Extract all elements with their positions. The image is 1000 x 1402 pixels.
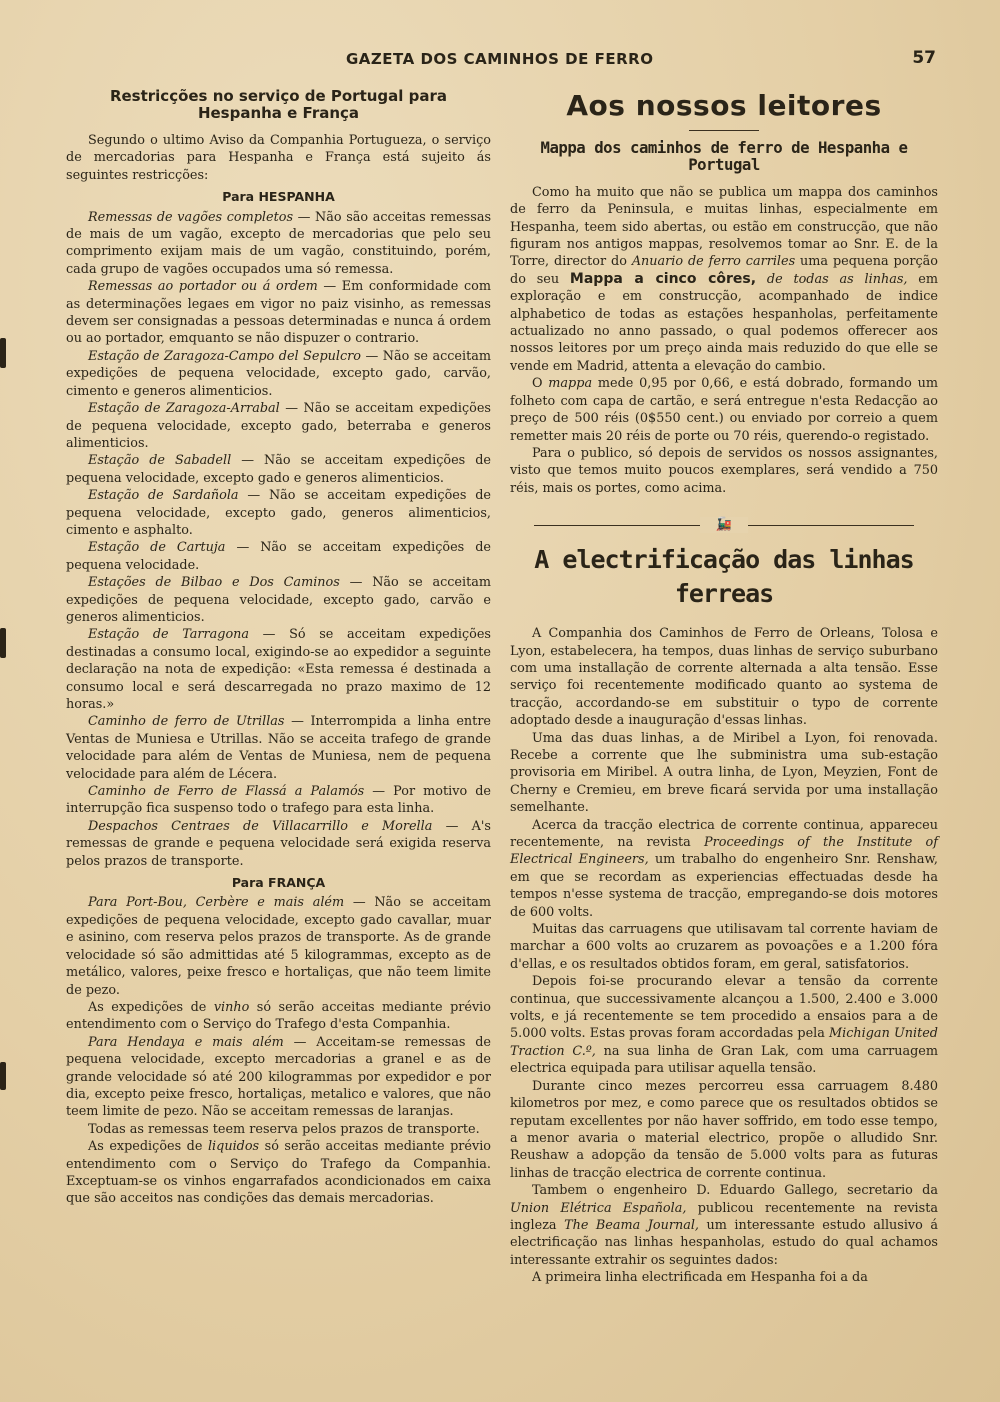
text-run-italic: vinho (213, 999, 250, 1015)
restriction-lead: Estação de Sabadell (88, 453, 232, 469)
train-icon: 🚂 (700, 517, 748, 533)
text-run-italic: Michigan United Traction C.º, (510, 1026, 938, 1059)
margin-mark (0, 628, 6, 658)
section-title-readers: Aos nossos leitores (566, 89, 882, 122)
text-run: As expedições de (88, 999, 214, 1015)
restriction-lead: Para Port-Bou, Cerbère e mais além (88, 895, 345, 911)
restriction-paragraph (66, 999, 491, 1034)
restriction-paragraph (66, 1138, 491, 1208)
restriction-paragraph (66, 487, 491, 539)
restriction-paragraph (66, 1034, 491, 1121)
text-run-italic: The Beama Journal, (564, 1217, 699, 1233)
text-run: Tambem o engenheiro D. Eduardo Gallego, secretario da (532, 1183, 938, 1199)
section-divider (510, 515, 938, 535)
restriction-lead: Remessas de vagões completos (88, 209, 294, 225)
text-run-italic: liquidos (207, 1139, 260, 1155)
restriction-text: — Não se acceitam expedições de pequena velocidade, excepto gado, carvão, cimento e generos alimenticios. (66, 348, 491, 399)
restriction-lead: Caminho de Ferro de Flassá a Palamós (88, 784, 365, 800)
restriction-paragraph (66, 574, 491, 626)
restriction-lead: Estação de Zaragoza-Campo del Sepulcro (88, 348, 361, 364)
body-paragraph (510, 375, 938, 445)
article-title-electrification: A electrificação das linhas ferreas (534, 545, 914, 609)
title-rule (689, 130, 759, 131)
right-column (510, 88, 938, 1287)
intro-paragraph: Segundo o ultimo Aviso da Companhia Portugueza, o serviço de mercadorias para Hespanha e França está sujeito ás seguintes restricções: (66, 133, 491, 183)
restriction-paragraph (66, 894, 491, 998)
restriction-lead: Estação de Tarragona (88, 627, 250, 643)
section-heading-france: Para FRANÇA (231, 875, 326, 891)
text-run: publicou recentemente na revista ingleza (510, 1200, 938, 1233)
restriction-paragraph (66, 278, 491, 348)
text-run: O (532, 376, 549, 392)
body-paragraph (510, 973, 938, 1077)
restriction-text: — Não se acceitam expedições de pequena velocidade. (66, 540, 491, 573)
restriction-paragraph (66, 783, 491, 818)
body-paragraph: A primeira linha electrificada em Hespanha foi a da (532, 1270, 868, 1286)
restriction-lead: Despachos Centraes de Villacarrillo e Morella (88, 818, 433, 834)
body-paragraph: Uma das duas linhas, a de Miribel a Lyon, foi renovada. Recebe a corrente que lhe subministra uma sub-estação provisoria em Miribel. A outra linha, de Lyon, Meyzien, Font de Cherny e Cremieu, em breve ficará servida por uma installação semelhante. (510, 730, 938, 816)
restriction-text: — Acceitam-se remessas de pequena velocidade, excepto mercadorias a granel e as de grande velocidade só até 200 kilogrammas por expedidor e por dia, excepto peixe fresco, hortaliças, metalico e valores, que não teem limite de pezo. Não se acceitam remessas de laranjas. (66, 1034, 491, 1120)
article-title-restrictions: Restricções no serviço de Portugal para Hespanha e França (109, 87, 448, 122)
text-run: Acerca da tracção electrica de corrente continua, appareceu recentemente, na revista (510, 817, 938, 850)
map-article-subtitle: Mappa dos caminhos de ferro de Hespanha e Portugal (540, 138, 908, 175)
restriction-text: — Não se acceitam expedições de pequena velocidade, excepto gado, generos alimenticios, cimento e asphalto. (66, 488, 491, 538)
restriction-text: — Por motivo de interrupção fica suspenso todo o trafego para esta linha. (66, 784, 491, 817)
restriction-lead: Estação de Cartuja (88, 540, 226, 556)
body-paragraph (510, 1182, 938, 1269)
body-paragraph (510, 817, 938, 921)
running-title: GAZETA DOS CAMINHOS DE FERRO (346, 50, 654, 68)
text-run: um interessante estudo allusivo á electrificação nas linhas hespanholas, estudo do qual achamos interessante extrahir os seguintes dados: (510, 1217, 938, 1268)
restriction-paragraph (66, 713, 491, 783)
section-heading-spain: Para HESPANHA (222, 189, 335, 205)
body-paragraph: Durante cinco mezes percorreu essa carruagem 8.480 kilometros por mez, e como parece que os resultados obtidos se reputam excellentes por não haver soffrido, em todo esse tempo, a menor avaria o material electrico, propõe o alludido Snr. Reushaw a adopção da tensão de 5.000 volts para as futuras linhas de tracção electrica de corrente continua. (510, 1078, 938, 1181)
restriction-text: — Não se acceitam expedições de pequena velocidade, excepto gado, carvão e generos alimenticios. (66, 575, 491, 625)
text-run: As expedições de (88, 1139, 208, 1155)
restriction-paragraph (66, 348, 491, 400)
restriction-paragraph (66, 209, 491, 279)
text-run-bold: Mappa a cinco côres, (569, 270, 757, 287)
restriction-lead: Estação de Sardañola (88, 488, 239, 504)
text-run: Como ha muito que não se publica um mappa dos caminhos de ferro da Peninsula, e muitas linhas, especialmente em Hespanha, teem sido abertas, ou estão em construcção, que não figuram nos antigos mappas, resolvemos tomar ao Snr. E. de la Torre, director do (510, 184, 938, 270)
restriction-text: — Interrompida a linha entre Ventas de Muniesa e Utrillas. Não se acceita trafego de grande velocidade para além de Ventas de Muniesa, nem de pequena velocidade para além de Lécera. (66, 714, 492, 782)
page-header (60, 46, 940, 74)
text-run-italic: Union Elétrica Española, (510, 1200, 687, 1216)
margin-mark (0, 1062, 6, 1090)
restriction-lead: Remessas ao portador ou á ordem (88, 279, 318, 295)
text-run-italic: mappa (548, 376, 593, 392)
restriction-text: — Não se acceitam expedições de pequena velocidade, excepto gado e generos alimenticios. (66, 453, 492, 486)
text-run: uma pequena porção do seu (510, 254, 938, 287)
text-run: só serão acceitas mediante prévio entendimento com o Serviço do Trafego da Companhia. Exceptuam-se os vinhos engarrafados acondicionados em caixa que são acceitos nas condições das demais mercadorias. (66, 1139, 491, 1207)
left-column (66, 88, 491, 1208)
text-run: só serão acceitas mediante prévio entendimento com o Serviço do Trafego d'esta Companhia. (66, 999, 491, 1033)
restriction-lead: Caminho de ferro de Utrillas (88, 714, 285, 730)
text-run: em exploração e em construcção, acompanhado de indice alphabetico de todas as estações hespanholas, perfeitamente actualizado no anno passado, o qual podemos offerecer aos nossos leitores por um preço ainda mais reduzido do que elle se vende em Madrid, attenta a elevação do cambio. (510, 271, 938, 374)
restriction-paragraph (66, 452, 491, 487)
body-paragraph: Muitas das carruagens que utilisavam tal corrente haviam de marchar a 600 volts ao cruzarem as povoações e a 1.200 fóra d'ellas, e os resultados obtidos foram, em geral, satisfatorios. (510, 922, 938, 972)
text-run-italic: Proceedings of the Institute of Electrical Engineers, (510, 835, 938, 868)
text-run-italic: de todas as linhas, (756, 271, 908, 287)
body-paragraph: Para o publico, só depois de servidos os nossos assignantes, visto que temos muito poucos exemplares, será vendido a 750 réis, mais os portes, como acima. (510, 445, 938, 496)
restriction-text: — Não são acceitas remessas de mais de um vagão, excepto de mercadorias que pelo seu comprimento exijam mais de um vagão, constituindo, porém, cada grupo de vagões occupados uma só remessa. (66, 209, 492, 277)
restriction-paragraph: Todas as remessas teem reserva pelos prazos de transporte. (88, 1121, 480, 1137)
body-paragraph: A Companhia dos Caminhos de Ferro de Orleans, Tolosa e Lyon, estabelecera, ha tempos, duas linhas de serviço suburbano com uma installação de corrente alternada a alta tensão. Esse serviço foi recentemente modificado quanto ao systema de tracção, accordando-se em substituir o typo de corrente adoptado desde a inauguração d'essas linhas. (510, 626, 938, 729)
restriction-text: — A's remessas de grande e pequena velocidade será exigida reserva pelos prazos de transporte. (66, 818, 491, 869)
restriction-lead: Estações de Bilbao e Dos Caminos (88, 575, 340, 591)
text-run: um trabalho do engenheiro Snr. Renshaw, em que se recordam as experiencias effectuadas desde ha tempos n'esse systema de tracção, empregando-se dois motores de 600 volts. (510, 852, 938, 920)
text-run: na sua linha de Gran Lak, com uma carruagem electrica equipada para utilisar aquella tensão. (510, 1043, 938, 1077)
restriction-text: — Só se acceitam expedições destinadas a consumo local, exigindo-se ao expedidor a seguinte declaração na nota de expedição: «Esta remessa é destinada a consumo local e será descarregada no prazo maximo de 12 horas.» (66, 627, 492, 712)
body-paragraph (510, 184, 938, 375)
restriction-paragraph (66, 539, 491, 574)
text-run: mede 0,95 por 0,66, e está dobrado, formando um folheto com capa de cartão, e será entregue n'esta Redacção ao preço de 500 réis (0$550 cent.) ou enviado por correio a quem remetter mais 20 réis de porte ou 70 réis, querendo-o registado. (510, 376, 938, 444)
restriction-paragraph (66, 626, 491, 713)
restriction-lead: Estação de Zaragoza-Arrabal (88, 401, 280, 417)
restriction-paragraph (66, 818, 491, 870)
restriction-text: — Em conformidade com as determinações legaes em vigor no paiz visinho, as remessas devem ser consignadas a pessoas determinadas e nunca á ordem ou ao portador, emquanto se não dispuzer o contrario. (66, 279, 491, 347)
margin-mark (0, 338, 6, 368)
restriction-paragraph (66, 400, 491, 452)
restriction-text: — Não se acceitam expedições de pequena velocidade, excepto gado cavallar, muar e asinino, com reserva pelos prazos de transporte. As de grande velocidade só são admittidas até 5 kilogrammas, excepto as de metálico, valores, peixe fresco e hortaliças, que não teem limite de pezo. (66, 895, 491, 998)
text-run: Depois foi-se procurando elevar a tensão da corrente continua, que successivamente alcançou a 1.500, 2.400 e 3.000 volts, e já recentemente se tem procedido a ensaios para a de 5.000 volts. Estas provas foram accordadas pela (510, 974, 938, 1042)
restriction-lead: Para Hendaya e mais além (88, 1034, 284, 1050)
page-number: 57 (912, 48, 936, 68)
text-run-italic: Anuario de ferro carriles (631, 254, 796, 270)
restriction-text: — Não se acceitam expedições de pequena velocidade, excepto gado, beterraba e generos alimenticios. (66, 401, 491, 451)
